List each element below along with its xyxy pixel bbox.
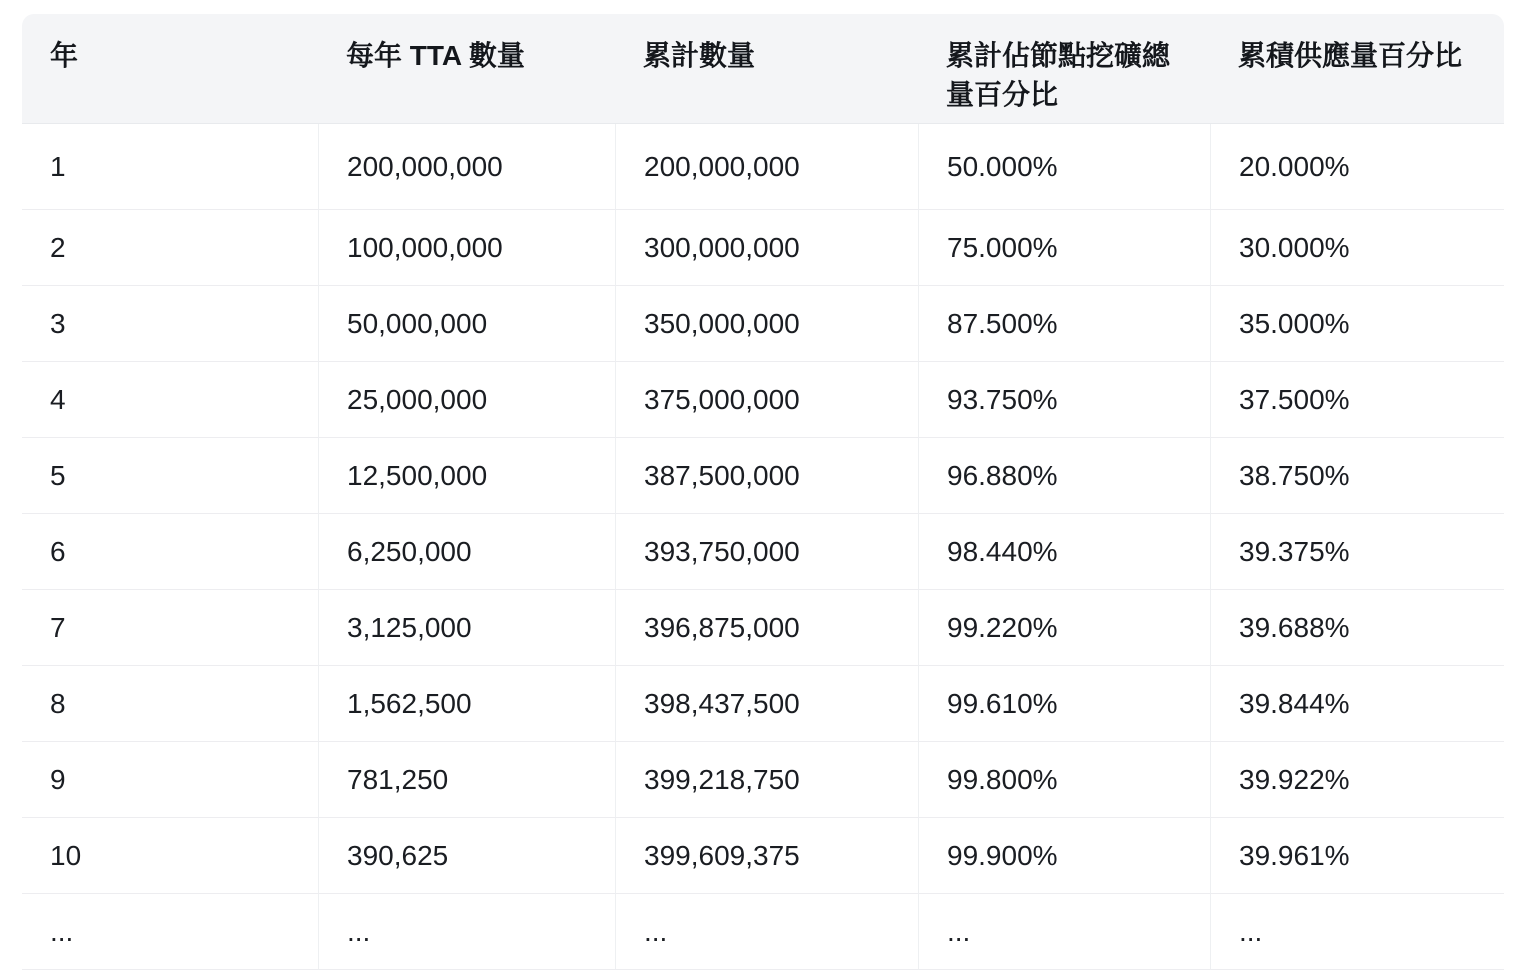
token-supply-table-card	[22, 14, 1504, 970]
table-row	[22, 514, 1504, 590]
cell-node-mining-pct: ...	[918, 894, 1210, 970]
cell-annual-tta: 390,625	[318, 818, 615, 894]
cell-cumulative: 399,609,375	[615, 818, 918, 894]
cell-supply-pct: 39.844%	[1210, 666, 1504, 742]
cell-cumulative: 200,000,000	[615, 124, 918, 210]
col-header-supply-pct: 累積供應量百分比	[1210, 14, 1504, 124]
cell-supply-pct: 39.961%	[1210, 818, 1504, 894]
cell-annual-tta: ...	[318, 894, 615, 970]
cell-node-mining-pct: 98.440%	[918, 514, 1210, 590]
cell-node-mining-pct: 50.000%	[918, 124, 1210, 210]
cell-supply-pct: 20.000%	[1210, 124, 1504, 210]
cell-year: 3	[22, 286, 318, 362]
table-header	[22, 14, 1504, 124]
table-row	[22, 438, 1504, 514]
cell-year: 8	[22, 666, 318, 742]
col-header-node-mining-pct: 累計佔節點挖礦總量百分比	[918, 14, 1210, 124]
cell-cumulative: 398,437,500	[615, 666, 918, 742]
cell-annual-tta: 50,000,000	[318, 286, 615, 362]
cell-annual-tta: 1,562,500	[318, 666, 615, 742]
table-row	[22, 590, 1504, 666]
cell-annual-tta: 100,000,000	[318, 210, 615, 286]
cell-supply-pct: 39.375%	[1210, 514, 1504, 590]
table-body	[22, 124, 1504, 970]
cell-annual-tta: 12,500,000	[318, 438, 615, 514]
cell-cumulative: ...	[615, 894, 918, 970]
cell-supply-pct: 39.922%	[1210, 742, 1504, 818]
cell-year: ...	[22, 894, 318, 970]
cell-cumulative: 350,000,000	[615, 286, 918, 362]
cell-cumulative: 396,875,000	[615, 590, 918, 666]
cell-annual-tta: 200,000,000	[318, 124, 615, 210]
cell-year: 2	[22, 210, 318, 286]
table-row	[22, 210, 1504, 286]
cell-year: 5	[22, 438, 318, 514]
cell-supply-pct: 38.750%	[1210, 438, 1504, 514]
cell-annual-tta: 781,250	[318, 742, 615, 818]
cell-supply-pct: 35.000%	[1210, 286, 1504, 362]
cell-year: 10	[22, 818, 318, 894]
table-row	[22, 818, 1504, 894]
cell-supply-pct: 30.000%	[1210, 210, 1504, 286]
cell-cumulative: 393,750,000	[615, 514, 918, 590]
cell-year: 7	[22, 590, 318, 666]
cell-annual-tta: 3,125,000	[318, 590, 615, 666]
table-row	[22, 124, 1504, 210]
cell-year: 4	[22, 362, 318, 438]
cell-year: 9	[22, 742, 318, 818]
cell-cumulative: 300,000,000	[615, 210, 918, 286]
cell-cumulative: 387,500,000	[615, 438, 918, 514]
token-supply-table	[22, 14, 1504, 970]
cell-node-mining-pct: 99.900%	[918, 818, 1210, 894]
col-header-cumulative: 累計數量	[615, 14, 918, 124]
col-header-year: 年	[22, 14, 318, 124]
table-row	[22, 894, 1504, 970]
cell-node-mining-pct: 93.750%	[918, 362, 1210, 438]
col-header-annual-tta: 每年 TTA 數量	[318, 14, 615, 124]
cell-node-mining-pct: 99.220%	[918, 590, 1210, 666]
table-row	[22, 666, 1504, 742]
cell-supply-pct: 39.688%	[1210, 590, 1504, 666]
cell-year: 6	[22, 514, 318, 590]
cell-node-mining-pct: 87.500%	[918, 286, 1210, 362]
table-row	[22, 742, 1504, 818]
cell-cumulative: 399,218,750	[615, 742, 918, 818]
cell-node-mining-pct: 75.000%	[918, 210, 1210, 286]
cell-node-mining-pct: 96.880%	[918, 438, 1210, 514]
cell-supply-pct: ...	[1210, 894, 1504, 970]
table-row	[22, 286, 1504, 362]
cell-annual-tta: 6,250,000	[318, 514, 615, 590]
cell-cumulative: 375,000,000	[615, 362, 918, 438]
header-row	[22, 14, 1504, 124]
cell-supply-pct: 37.500%	[1210, 362, 1504, 438]
cell-year: 1	[22, 124, 318, 210]
cell-node-mining-pct: 99.610%	[918, 666, 1210, 742]
cell-node-mining-pct: 99.800%	[918, 742, 1210, 818]
cell-annual-tta: 25,000,000	[318, 362, 615, 438]
table-row	[22, 362, 1504, 438]
